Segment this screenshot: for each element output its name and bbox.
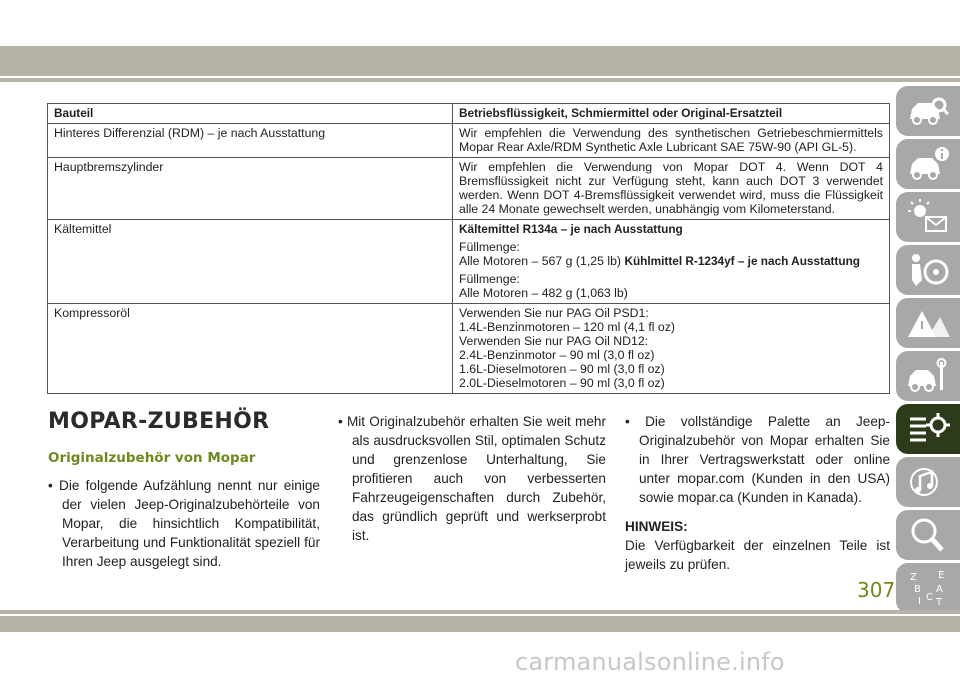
index-letter: E (938, 570, 945, 581)
top-margin (0, 0, 960, 45)
specifications-gear-icon (906, 409, 950, 449)
section-subtitle: Originalzubehör von Mopar (48, 450, 256, 466)
table-cell-spec (453, 220, 890, 304)
fill-quantity-value: Alle Motoren – 567 g (1,25 lb) (459, 254, 622, 268)
bottom-decor-line (0, 610, 960, 614)
note-text: Die Verfügbarkeit der einzelnen Teile ist jeweils zu prüfen. (625, 538, 890, 572)
table-row (48, 124, 890, 158)
car-info-icon (906, 144, 950, 184)
spec-line: Verwenden Sie nur PAG Oil ND12: (459, 334, 649, 348)
car-magnifier-icon (906, 91, 950, 131)
fill-quantity-value: Alle Motoren – 482 g (1,063 lb) (459, 286, 628, 300)
text-column-3 (625, 412, 890, 574)
sidebar-tab-specifications[interactable] (896, 404, 960, 454)
table-cell-spec (453, 304, 890, 394)
table-row (48, 158, 890, 220)
top-decor-line (0, 78, 960, 82)
bullet-item: • Mit Originalzubehör erhalten Sie weit mehr als ausdrucksvollen Stil, optimalen Schutz und grenzenlose Unterhaltung, Sie profitieren auch von verbesserten Fahrzeugeigenschaften durch Zubehör, das gründlich geprüft und werkserprobt ist. (338, 414, 606, 543)
table-cell-part: Hauptbremszylinder (48, 158, 453, 220)
sidebar-tab-car-info[interactable] (896, 139, 960, 189)
page-number: 307 (857, 578, 896, 602)
multimedia-music-icon (906, 462, 950, 502)
bullet-item: • Die vollständige Palette an Jeep-Originalzubehör von Mopar erhalten Sie in Ihrer Vertragswerkstatt oder online unter mopar.com (Kunden in den USA) sowie mopar.ca (Kunden in Kanada). (625, 414, 890, 505)
bottom-decor-band (0, 616, 960, 632)
spec-line: 1.4L-Benzinmotoren – 120 ml (4,1 fl oz) (459, 320, 675, 334)
table-cell-spec: Wir empfehlen die Verwendung des synthetischen Getriebeschmiermittels Mopar Rear Axle/RDM Synthetic Axle Lubricant SAE 75W-90 (API GL-5). (453, 124, 890, 158)
sidebar-tab-index[interactable] (896, 563, 960, 613)
index-letter: B (914, 584, 921, 595)
spec-line: 2.0L-Dieselmotoren – 90 ml (3,0 fl oz) (459, 376, 665, 390)
sidebar-tab-search[interactable] (896, 510, 960, 560)
table-header-spec: Betriebsflüssigkeit, Schmiermittel oder Original-Ersatzteil (453, 104, 890, 124)
table-row (48, 220, 890, 304)
fill-quantity-label: Füllmenge: (459, 240, 520, 254)
spec-line: 1.6L-Dieselmotoren – 90 ml (3,0 fl oz) (459, 362, 665, 376)
search-magnifier-icon (906, 515, 950, 555)
index-letter: T (936, 597, 943, 608)
warning-lights-message-icon (906, 197, 950, 237)
index-letters-icon (906, 568, 950, 608)
table-cell-part: Hinteres Differenzial (RDM) – je nach Ausstattung (48, 124, 453, 158)
text-column-2 (338, 412, 606, 545)
index-letter: C (926, 592, 933, 603)
table-cell-spec: Wir empfehlen die Verwendung von Mopar DOT 4. Wenn DOT 4 Bremsflüssigkeit nicht zur Verfügung steht, kann auch DOT 3 verwendet werden. Wenn DOT 4-Bremsflüssigkeit verwendet wird, muss die Flüssigkeit alle 24 Monate gewechselt werden, unabhängig vom Kilometerstand. (453, 158, 890, 220)
fluids-spec-table (47, 103, 890, 394)
sidebar-tab-servicing[interactable] (896, 351, 960, 401)
note-heading: HINWEIS: (625, 519, 688, 534)
sidebar-tab-car-magnifier[interactable] (896, 86, 960, 136)
airbag-steering-wheel-icon (906, 250, 950, 290)
car-service-wrench-icon (906, 356, 950, 396)
bullet-item: • Die folgende Aufzählung nennt nur einige der vielen Jeep-Originalzubehörteile von Mopar, die hinsichtlich Kompatibilität, Verarbeitung und Funktionalität speziell für Ihren Jeep ausgelegt sind. (48, 478, 320, 569)
sidebar-tab-multimedia[interactable] (896, 457, 960, 507)
top-decor-band (0, 46, 960, 76)
spec-line: 2.4L-Benzinmotor – 90 ml (3,0 fl oz) (459, 348, 655, 362)
refrigerant-r1234yf-heading: Kühlmittel R-1234yf – je nach Ausstattung (624, 254, 860, 268)
road-warning-icon (906, 303, 950, 343)
table-cell-part: Kältemittel (48, 220, 453, 304)
text-column-1 (48, 476, 320, 571)
sidebar-tab-safety[interactable] (896, 245, 960, 295)
index-letter: Z (910, 572, 917, 583)
index-letter: A (936, 584, 943, 595)
spec-line: Verwenden Sie nur PAG Oil PSD1: (459, 306, 649, 320)
table-cell-part: Kompressoröl (48, 304, 453, 394)
index-letter: I (918, 596, 921, 607)
sidebar-tab-warning-lights[interactable] (896, 192, 960, 242)
fill-quantity-label: Füllmenge: (459, 272, 520, 286)
refrigerant-r134a-heading: Kältemittel R134a – je nach Ausstattung (459, 222, 683, 236)
watermark-text: carmanualsonline.info (515, 648, 785, 676)
table-row (48, 304, 890, 394)
sidebar-tab-starting-driving[interactable] (896, 298, 960, 348)
section-title: MOPAR-ZUBEHÖR (48, 409, 270, 434)
table-header-row (48, 104, 890, 124)
table-header-part: Bauteil (48, 104, 453, 124)
